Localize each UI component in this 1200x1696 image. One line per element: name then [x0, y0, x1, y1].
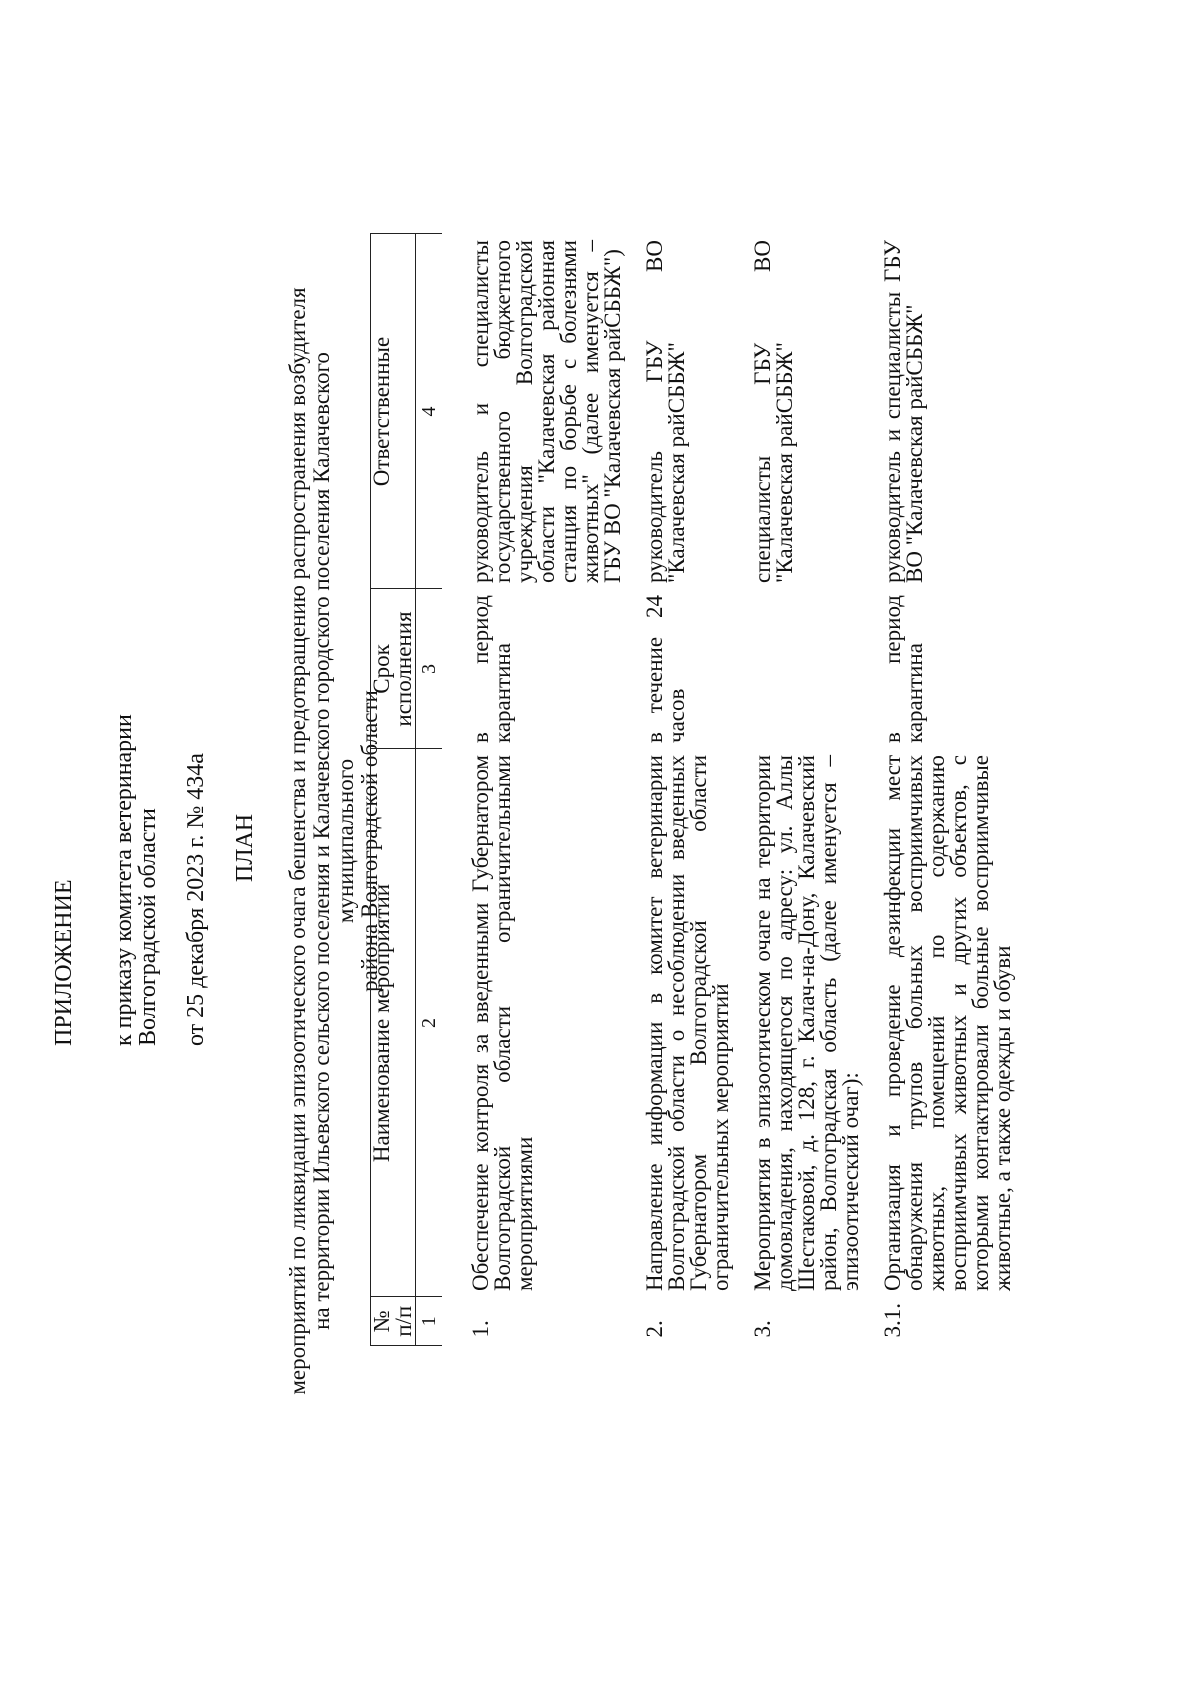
appendix-line-1: к приказу комитета ветеринарии	[111, 714, 137, 1046]
header-term: Срок исполнения	[371, 589, 416, 749]
appendix-line-2: Волгоградской области	[135, 808, 161, 1046]
row-term: в период карантина	[468, 595, 515, 743]
row-name: Обеспечение контроля за введенными Губернатором Волгоградской области ограничительными мероприятиями	[468, 755, 537, 1291]
plan-subtitle-line-3: района Волгоградской области	[357, 690, 382, 992]
header-number: № п/п	[371, 1297, 416, 1346]
plan-subtitle-line-2: на территории Ильевского сельского поселения и Калачевского городского поселения Калачевского муниципального	[309, 352, 358, 1330]
table-row	[872, 234, 1024, 1346]
table-row	[742, 234, 872, 1346]
appendix-title: ПРИЛОЖЕНИЕ	[51, 879, 77, 1046]
plan-subtitle	[286, 286, 382, 1396]
appendix-block	[52, 526, 208, 1046]
row-index: 3.1.	[880, 1303, 905, 1338]
row-responsible: руководитель и специалисты государственного бюджетного учреждения Волгоградской области "Калачевская районная станция по борьбе с болезнями животных" (далее именуется – ГБУ ВО "Калачевская райСББЖ")	[468, 240, 625, 583]
table-header-row	[371, 234, 416, 1346]
row-name: Организация и проведение дезинфекции мест обнаружения трупов больных восприимчивых животных, помещений по содержанию восприимчивых животных и других объектов, с которыми контактировали больные восприимчивые животные, а также одежды и обуви	[880, 755, 1015, 1291]
plan-table	[370, 234, 1024, 1347]
row-term	[742, 589, 872, 749]
row-responsible: руководитель ГБУ ВО "Калачевская райСББЖ"	[642, 240, 689, 583]
header-responsible: Ответственные	[371, 234, 416, 589]
row-responsible: специалисты ГБУ ВО "Калачевская райСББЖ"	[750, 240, 797, 583]
column-number: 2	[416, 749, 443, 1297]
column-number: 3	[416, 589, 443, 749]
plan-title: ПЛАН	[232, 813, 258, 883]
column-number: 4	[416, 234, 443, 589]
table-column-numbers-row	[416, 234, 443, 1346]
row-index: 2.	[642, 1320, 667, 1338]
table-row	[634, 234, 742, 1346]
row-term: в период карантина	[880, 595, 927, 743]
table-row	[442, 234, 634, 1346]
row-term: в течение 24 часов	[642, 595, 689, 743]
plan-subtitle-line-1: мероприятий по ликвидации эпизоотического очага бешенства и предотвращению распространения возбудителя	[285, 287, 310, 1395]
header-name: Наименование мероприятий	[371, 749, 416, 1297]
row-name: Направление информации в комитет ветеринарии Волгоградской области о несоблюдении введенных Губернатором Волгоградской области ограничительных мероприятий	[642, 755, 733, 1291]
row-name: Мероприятия в эпизоотическом очаге на территории домовладения, находящегося по адресу: ул. Аллы Шестаковой, д. 128, г. Калач-на-Дону, Калачевский район, Волгоградская область (далее именуется – эпизоотический очаг):	[750, 755, 863, 1291]
column-number: 1	[416, 1297, 443, 1346]
appendix-date: от 25 декабря 2023 г. № 434а	[183, 753, 209, 1046]
row-responsible: руководитель и специалисты ГБУ ВО "Калачевская райСББЖ"	[880, 240, 927, 583]
row-index: 1.	[468, 1320, 493, 1338]
row-index: 3.	[750, 1320, 775, 1338]
